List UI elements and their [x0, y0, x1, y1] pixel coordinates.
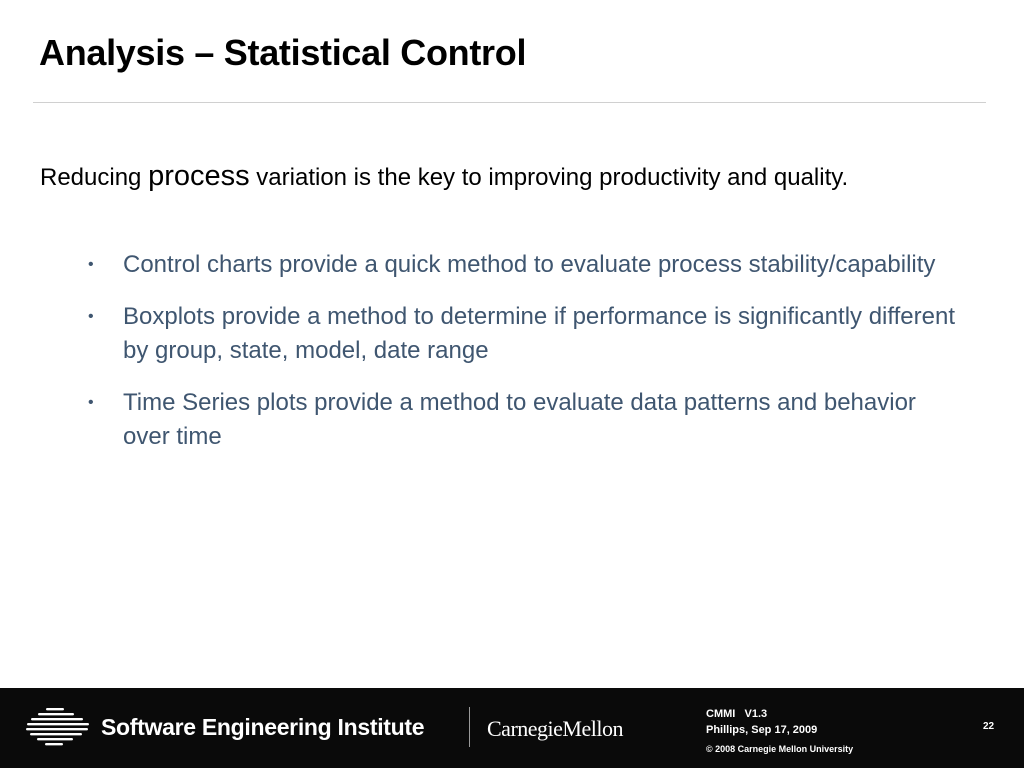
footer-meta: [706, 706, 853, 757]
footer-version: CMMI V1.3: [706, 708, 768, 720]
bullet-marker: •: [88, 256, 94, 273]
footer-divider: [469, 707, 470, 747]
lead-text-end: variation is the key to improving productivity and quality.: [249, 164, 849, 191]
bullet-marker: •: [88, 308, 94, 325]
slide-title: Analysis – Statistical Control: [39, 32, 527, 73]
bullet-list: [88, 248, 968, 472]
bullet-marker: •: [88, 394, 94, 411]
footer-author-date: Phillips, Sep 17, 2009: [706, 724, 818, 736]
bullet-text: Time Series plots provide a method to evaluate data patterns and behavior over time: [123, 389, 916, 450]
bullet-text: Control charts provide a quick method to evaluate process stability/capability: [123, 251, 936, 278]
lead-paragraph: [40, 158, 940, 196]
sei-wordmark: Software Engineering Institute: [101, 714, 425, 740]
lead-text-start: Reducing: [40, 164, 149, 191]
lead-emphasis: process: [148, 160, 250, 192]
bullet-item-time-series: [88, 386, 968, 454]
title-divider: [33, 102, 986, 103]
cmu-wordmark: CarnegieMellon: [487, 716, 623, 741]
bullet-text: Boxplots provide a method to determine if performance is significantly different by group, state, model, date range: [123, 303, 955, 364]
slide-footer: [0, 688, 1024, 768]
bullet-item-control-charts: [88, 248, 968, 282]
sei-logo-icon: [26, 707, 92, 747]
bullet-item-boxplots: [88, 300, 968, 368]
page-number: 22: [983, 721, 995, 732]
footer-copyright: © 2008 Carnegie Mellon University: [706, 744, 854, 754]
